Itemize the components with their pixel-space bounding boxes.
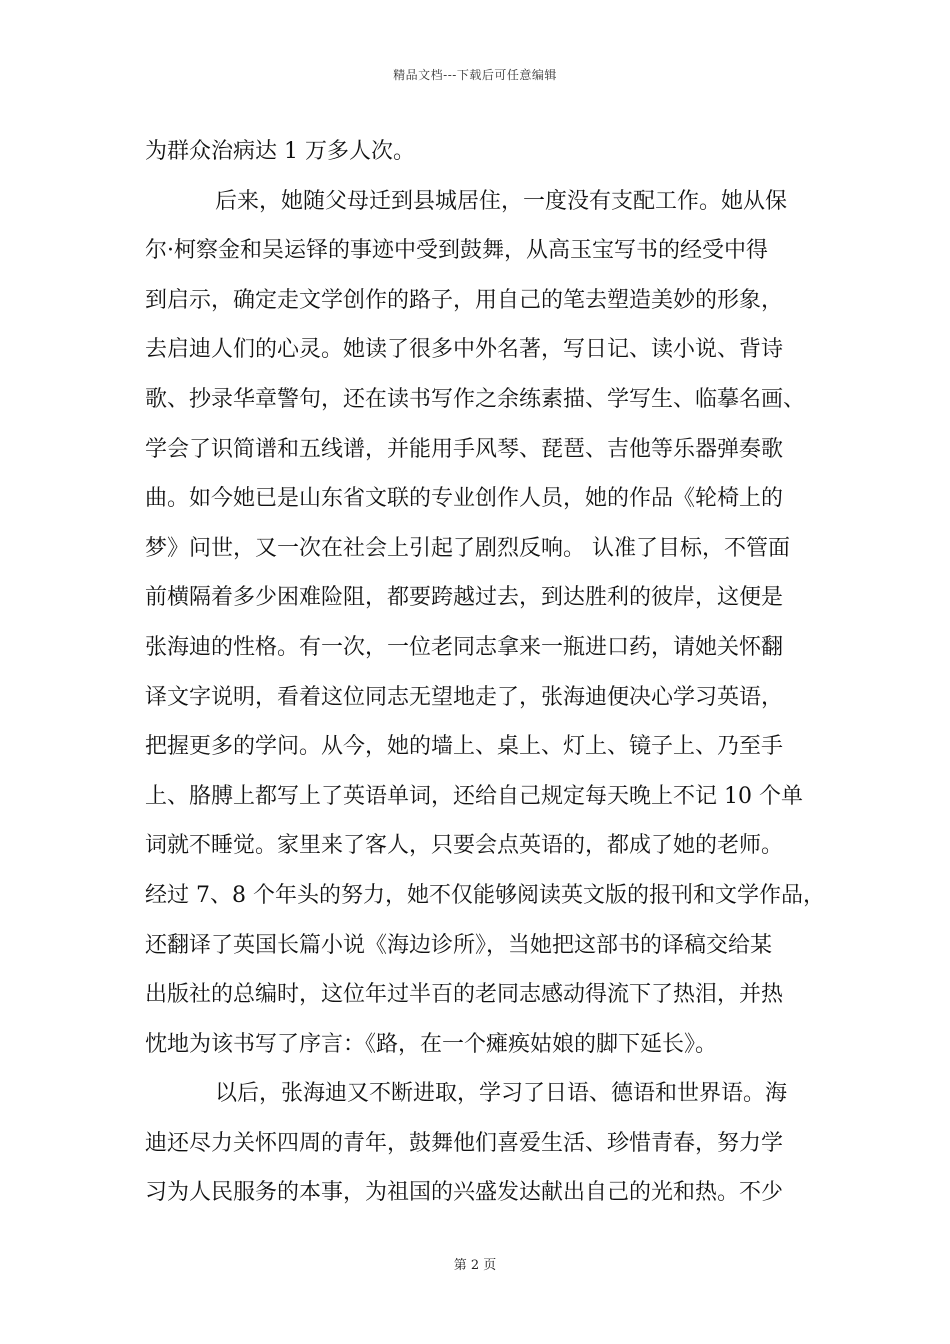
body-text bbox=[145, 127, 825, 1218]
text-line: 忱地为该书写了序言：《路，在一个瘫痪姑娘的脚下延长》。 bbox=[145, 1031, 718, 1057]
text-line: 习为人民服务的本事，为祖国的兴盛发达献出自己的光和热。不少 bbox=[145, 1180, 784, 1206]
text-line: 前横隔着多少困难险阻，都要跨越过去，到达胜利的彼岸，这便是 bbox=[145, 585, 784, 611]
text-line: 为群众治病达 1 万多人次。 bbox=[145, 139, 415, 164]
text-line: 尔·柯察金和吴运铎的事迹中受到鼓舞，从高玉宝写书的经受中得 bbox=[145, 238, 768, 264]
page-number: 第 2 页 bbox=[453, 1258, 497, 1273]
paragraph-start-line: 后来，她随父母迁到县城居住，一度没有支配工作。她从保 bbox=[215, 188, 788, 214]
page-header: 精品文档---下载后可任意编辑 bbox=[393, 68, 557, 82]
text-line: 经过 7、8 个年头的努力，她不仅能够阅读英文版的报刊和文学作品， bbox=[145, 882, 825, 908]
text-line: 迪还尽力关怀四周的青年，鼓舞他们喜爱生活、珍惜青春，努力学 bbox=[145, 1130, 784, 1156]
paragraph-start-line: 以后，张海迪又不断进取，学习了日语、德语和世界语。海 bbox=[215, 1081, 788, 1107]
text-line: 还翻译了英国长篇小说《海边诊所》，当她把这部书的译稿交给某 bbox=[145, 932, 773, 958]
text-line: 词就不睡觉。家里来了客人，只要会点英语的，都成了她的老师。 bbox=[145, 833, 784, 859]
text-line: 上、胳膊上都写上了英语单词，还给自己规定每天晚上不记 10 个单 bbox=[145, 783, 803, 809]
text-line: 梦》问世，又一次在社会上引起了剧烈反响。 认准了目标，不管面 bbox=[145, 535, 790, 561]
text-line: 张海迪的性格。有一次，一位老同志拿来一瓶进口药，请她关怀翻 bbox=[145, 634, 784, 660]
text-line: 把握更多的学问。从今，她的墙上、桌上、灯上、镜子上、乃至手 bbox=[145, 734, 784, 760]
text-line: 曲。如今她已是山东省文联的专业创作人员，她的作品《轮椅上的 bbox=[145, 486, 784, 512]
text-line: 学会了识简谱和五线谱，并能用手风琴、琵琶、吉他等乐器弹奏歌 bbox=[145, 436, 784, 462]
text-line: 译文字说明，看着这位同志无望地走了，张海迪便决心学习英语， bbox=[145, 684, 784, 710]
text-line: 歌、抄录华章警句，还在读书写作之余练素描、学写生、临摹名画、 bbox=[145, 386, 806, 412]
text-line: 出版社的总编时，这位年过半百的老同志感动得流下了热泪，并热 bbox=[145, 982, 784, 1008]
text-line: 去启迪人们的心灵。她读了很多中外名著，写日记、读小说、背诗 bbox=[145, 337, 784, 363]
text-line: 到启示，确定走文学创作的路子，用自己的笔去塑造美妙的形象， bbox=[145, 287, 784, 313]
